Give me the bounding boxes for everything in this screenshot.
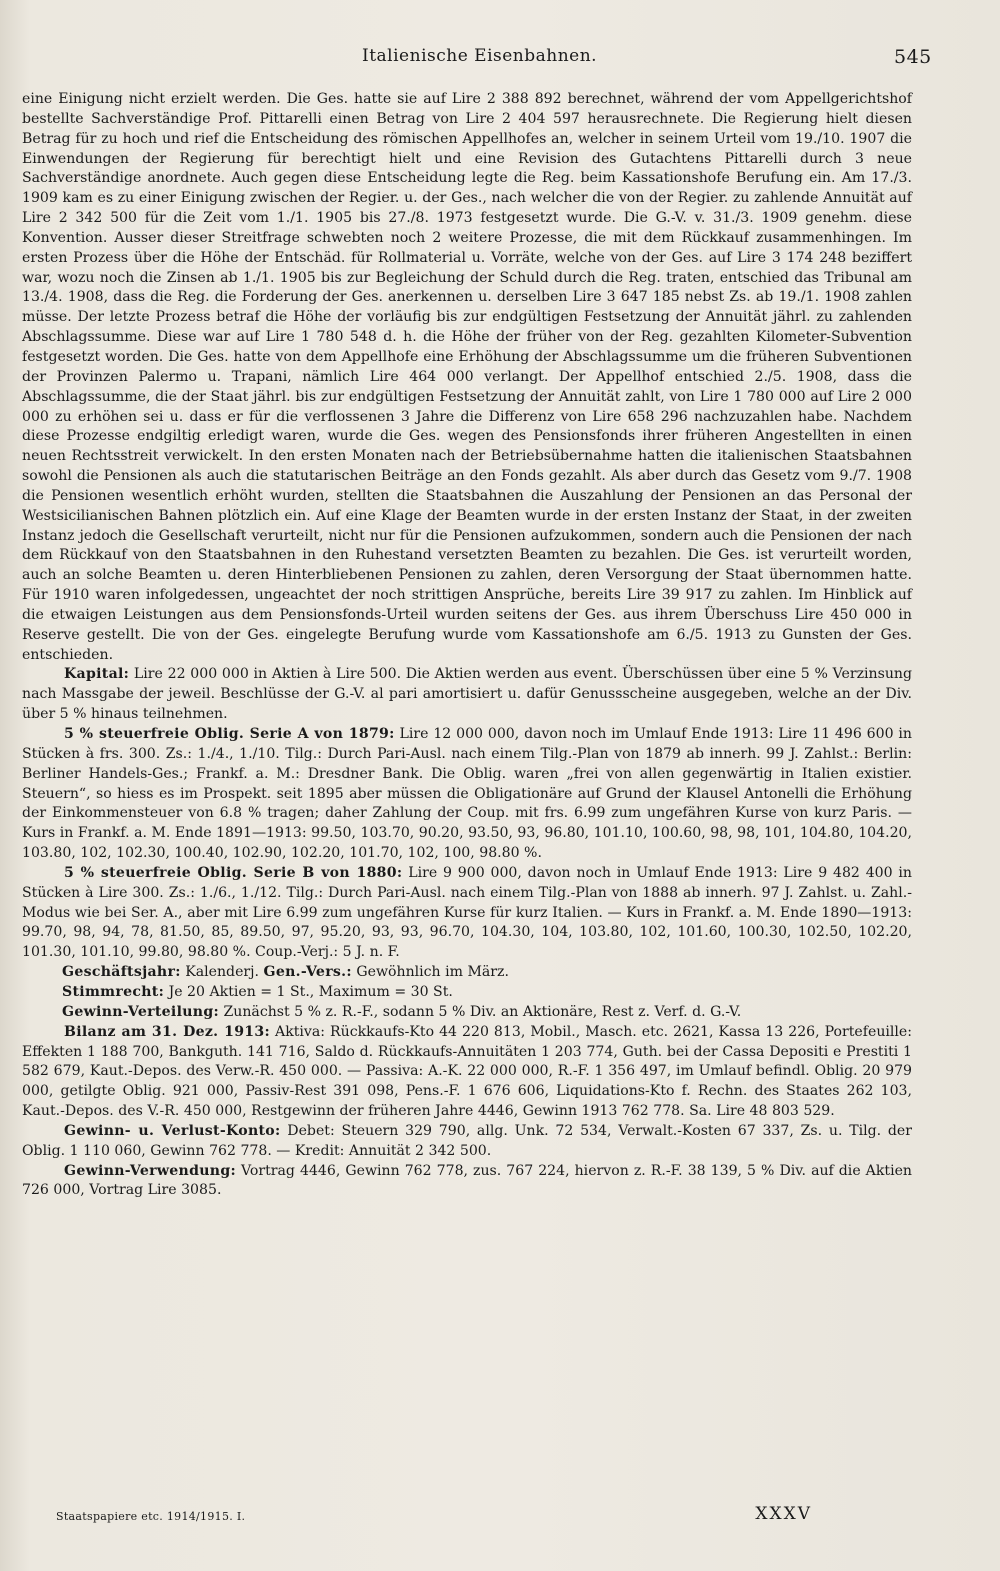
section-lead: Kapital: xyxy=(64,666,130,683)
section-text: Lire 9 900 000, davon noch in Umlauf Ende 1913: Lire 9 482 400 in Stücken à Lire 300. Zs.: 1./6., 1./12. Tilg.: Durch Pari-Ausl. nach einem Tilg.-Plan von 1888 ab innerh. 97 J. Zahlst. u. Zahl.-Modus wie bei Ser. A., aber mit Lire 6.99 zum ungefähren Kurse für kurz Italien. — Kurs in Frankf. a. M. Ende 1890—1913: 99.70, 98, 94, 78, 81.50, 85, 89.50, 97, 95.20, 93, 93, 96.70, 104.30, 104, 103.80, 102, 101.60, 100.30, 102.50, 102.20, 101.30, 101.10, 99.80, 98.80 %. Coup.-Verj.: 5 J. n. F. xyxy=(22,864,913,961)
section-lead: 5 % steuerfreie Oblig. Serie A von 1879: xyxy=(64,726,395,742)
section-oblig-serie-b xyxy=(22,864,912,963)
section-text: Je 20 Aktien = 1 St., Maximum = 30 St. xyxy=(164,983,453,1000)
signature-mark: XXXV xyxy=(755,1504,812,1524)
section-text-gen-vers: Gewöhnlich im März. xyxy=(351,964,509,981)
page-body xyxy=(22,90,912,1201)
intro-paragraph: eine Einigung nicht erzielt werden. Die Ges. hatte sie auf Lire 2 388 892 berechnet, während der vom Appellgerichtshof bestellte Sachverständige Prof. Pittarelli einen Betrag von Lire 2 404 597 herausrechnete. Die Regierung hielt diesen Betrag für zu hoch und rief die Entscheidung des römischen Appellhofes an, welcher in seinem Urteil vom 19./10. 1907 die Einwendungen der Regierung für berechtigt hielt und eine Revision des Gutachtens Pittarelli durch 3 neue Sachverständige anordnete. Auch gegen diese Entscheidung legte die Reg. beim Kassationshofe Berufung ein. Am 17./3. 1909 kam es zu einer Einigung zwischen der Regier. u. der Ges., nach welcher die von der Regier. zu zahlende Annuität auf Lire 2 342 500 für die Zeit vom 1./1. 1905 bis 27./8. 1973 festgesetzt wurde. Die G.-V. v. 31./3. 1909 genehm. diese Konvention. Ausser dieser Streitfrage schwebten noch 2 weitere Prozesse, die mit dem Rückkauf zusammenhingen. Im ersten Prozess über die Höhe der Entschäd. für Rollmaterial u. Vorräte, welche von der Ges. auf Lire 3 174 248 beziffert war, wozu noch die Zinsen ab 1./1. 1905 bis zur Begleichung der Schuld durch die Reg. traten, entschied das Tribunal am 13./4. 1908, dass die Reg. die Forderung der Ges. anerkennen u. derselben Lire 3 647 185 nebst Zs. ab 19./1. 1908 zahlen müsse. Der letzte Prozess betraf die Höhe der vorläufig bis zur endgültigen Festsetzung der Annuität jährl. zu zahlenden Abschlagssumme. Diese war auf Lire 1 780 548 d. h. die Höhe der früher von der Reg. gezahlten Kilometer-Subvention festgesetzt worden. Die Ges. hatte von dem Appellhofe eine Erhöhung der Abschlagssumme um die früheren Subventionen der Provinzen Palermo u. Trapani, nämlich Lire 464 000 verlangt. Der Appellhof entschied 2./5. 1908, dass die Abschlagssumme, die der Staat jährl. bis zur endgültigen Festsetzung der Annuität zahlt, von Lire 1 780 000 auf Lire 2 000 000 zu erhöhen sei u. dass er für die verflossenen 3 Jahre die Differenz von Lire 658 296 nachzuzahlen habe. Nachdem diese Prozesse endgiltig erledigt waren, wurde die Ges. wegen des Pensionsfonds ihrer früheren Angestellten in einen neuen Rechtsstreit verwickelt. In den ersten Monaten nach der Betriebsübernahme hatten die italienischen Staatsbahnen sowohl die Pensionen als auch die statutarischen Beiträge an den Fonds gezahlt. Als aber durch das Gesetz vom 9./7. 1908 die Pensionen wesentlich erhöht wurden, stellten die Staatsbahnen die Auszahlung der Pensionen an das Personal der Westsicilianischen Bahnen plötzlich ein. Auf eine Klage der Beamten wurde in der ersten Instanz der Staat, in der zweiten Instanz jedoch die Gesellschaft verurteilt, nicht nur für die Pensionen aufzukommen, sondern auch die Pensionen der nach dem Rückkauf von den Staatsbahnen in den Ruhestand versetzten Beamten zu bezahlen. Die Ges. ist verurteilt worden, auch an solche Beamten u. deren Hinterbliebenen Pensionen zu zahlen, deren Versorgung der Staat übernommen hatte. Für 1910 waren infolgedessen, ungeachtet der noch strittigen Ansprüche, bereits Lire 39 917 zu zahlen. Im Hinblick auf die etwaigen Leistungen aus dem Pensionsfonds-Urteil wurden seitens der Ges. aus ihrem Überschuss Lire 450 000 in Reserve gestellt. Die von der Ges. eingelegte Berufung wurde vom Kassationshofe am 6./5. 1913 zu Gunsten der Ges. entschieden. xyxy=(22,91,912,663)
section-lead: Geschäftsjahr: xyxy=(62,964,181,981)
section-lead: Stimmrecht: xyxy=(62,983,165,1000)
section-gewinn-verwendung xyxy=(22,1162,912,1202)
section-gewinn-verteilung xyxy=(22,1003,912,1023)
section-text: Kalenderj. xyxy=(180,964,264,981)
section-lead: Gewinn-Verwendung: xyxy=(64,1162,236,1179)
section-geschaeftsjahr xyxy=(22,963,912,983)
section-lead: Gewinn-Verteilung: xyxy=(62,1003,219,1020)
section-gewinn-verlust xyxy=(22,1122,912,1162)
section-text: Vortrag 4446, Gewinn 762 778, zus. 767 224, hiervon z. R.-F. 38 139, 5 % Div. auf die Aktien 726 000, Vortrag Lire 3085. xyxy=(22,1162,912,1199)
section-lead-gen-vers: Gen.-Vers.: xyxy=(263,964,352,981)
section-text: Lire 12 000 000, davon noch im Umlauf Ende 1913: Lire 11 496 600 in Stücken à frs. 300. Zs.: 1./4., 1./10. Tilg.: Durch Pari-Ausl. nach einem Tilg.-Plan von 1879 ab innerh. 99 J. Zahlst.: Berlin: Berliner Handels-Ges.; Frankf. a. M.: Dresdner Bank. Die Oblig. waren „frei von allen gegenwärtig in Italien existier. Steuern“, so hiess es im Prospekt. seit 1895 aber müssen die Obligationäre auf Grund der Klausel Antonelli die Erhöhung der Einkommensteuer von 6.8 % tragen; daher Zahlung der Coup. mit frs. 6.99 zum ungefähren Kurse von kurz Paris. — Kurs in Frankf. a. M. Ende 1891—1913: 99.50, 103.70, 90.20, 93.50, 93, 96.80, 101.10, 100.60, 98, 98, 101, 104.80, 104.20, 103.80, 102, 102.30, 100.40, 102.90, 102.20, 101.70, 102, 100, 98.80 %. xyxy=(22,726,912,862)
section-bilanz xyxy=(22,1023,912,1122)
section-text: Zunächst 5 % z. R.-F., sodann 5 % Div. an Aktionäre, Rest z. Verf. d. G.-V. xyxy=(218,1003,742,1020)
section-lead: Gewinn- u. Verlust-Konto: xyxy=(64,1122,281,1139)
section-text: Lire 22 000 000 in Aktien à Lire 500. Die Aktien werden aus event. Überschüssen über eine 5 % Verzinsung nach Massgabe der jeweil. Beschlüsse der G.-V. al pari amortisiert u. dafür Genussscheine ausgegeben, welche an der Div. über 5 % hinaus teilnehmen. xyxy=(22,666,912,723)
section-kapital xyxy=(22,665,912,725)
section-lead: 5 % steuerfreie Oblig. Serie B von 1880: xyxy=(64,864,403,881)
page-footer xyxy=(56,1502,912,1528)
running-title: Italienische Eisenbahnen. xyxy=(362,46,598,66)
section-text: Aktiva: Rückkaufs-Kto 44 220 813, Mobil., Masch. etc. 2621, Kassa 13 226, Portefeuille: Effekten 1 188 700, Bankguth. 141 716, Saldo d. Rückkaufs-Annuitäten 1 203 774, Guth. bei der Cassa Depositi e Prestiti 1 582 679, Kaut.-Depos. des Verw.-R. 450 000. — Passiva: A.-K. 22 000 000, R.-F. 1 356 497, im Umlauf befindl. Oblig. 20 979 000, getilgte Oblig. 921 000, Passiv-Rest 391 098, Pens.-F. 1 676 606, Liquidations-Kto f. Rechn. des Staates 262 103, Kaut.-Depos. des V.-R. 450 000, Restgewinn der früheren Jahre 4446, Gewinn 1913 762 778. Sa. Lire 48 803 529. xyxy=(22,1023,913,1120)
footer-imprint: Staatspapiere etc. 1914/1915. I. xyxy=(56,1510,246,1523)
page-header xyxy=(22,38,932,78)
section-stimmrecht xyxy=(22,983,912,1003)
section-oblig-serie-a xyxy=(22,725,912,864)
section-text: Debet: Steuern 329 790, allg. Unk. 72 534, Verwalt.-Kosten 67 337, Zs. u. Tilg. der Oblig. 1 110 060, Gewinn 762 778. — Kredit: Annuität 2 342 500. xyxy=(22,1122,912,1159)
page-number: 545 xyxy=(894,46,932,68)
section-lead: Bilanz am 31. Dez. 1913: xyxy=(64,1023,271,1040)
